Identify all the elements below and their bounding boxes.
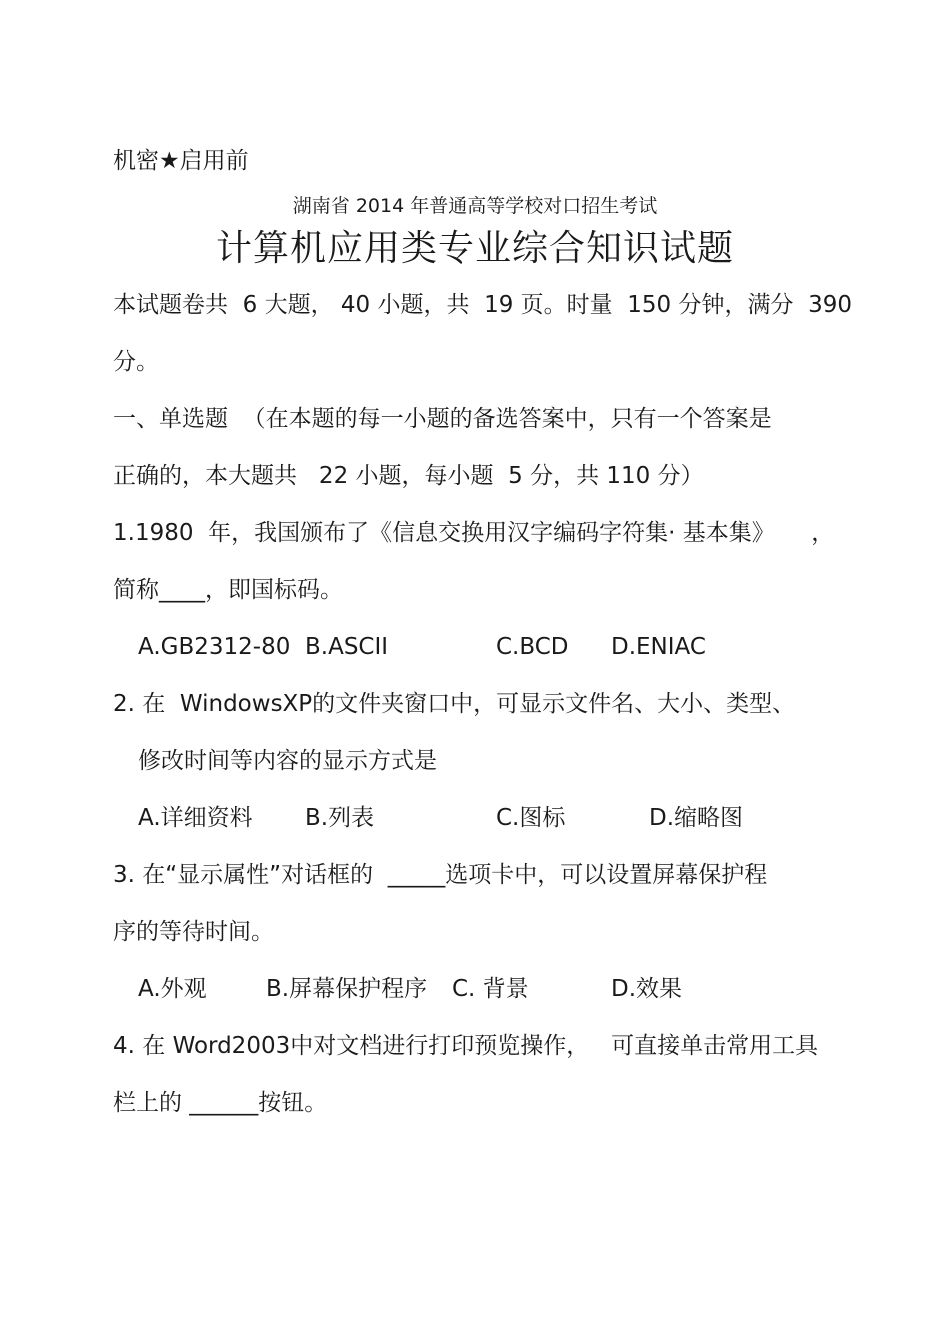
question-1-line-1: 1.1980 年，我国颁布了《信息交换用汉字编码字符集· 基本集》 ，: [113, 520, 835, 546]
question-3-option-c: C. 背景: [452, 976, 529, 1002]
question-3-option-a: A.外观: [138, 976, 207, 1002]
question-1-option-d: D.ENIAC: [611, 634, 706, 660]
question-2-option-c: C.图标: [496, 805, 566, 831]
question-1-option-c: C.BCD: [496, 634, 569, 660]
question-1-line-2: 简称____，即国标码。: [113, 577, 343, 603]
exam-title: 计算机应用类专业综合知识试题: [215, 228, 734, 269]
section-heading-line-2: 正确的，本大题共 22 小题，每小题 5 分，共 110 分）: [113, 463, 704, 489]
question-2-option-d: D.缩略图: [649, 805, 744, 831]
section-heading-line-1: 一、单选题 （在本题的每一小题的备选答案中，只有一个答案是: [113, 406, 772, 432]
question-4-line-1: 4. 在 Word2003中对文档进行打印预览操作， 可直接单击常用工具: [113, 1033, 819, 1059]
question-2-option-b: B.列表: [305, 805, 375, 831]
question-3-option-b: B.屏幕保护程序: [266, 976, 428, 1002]
question-4-line-2: 栏上的 ______按钮。: [113, 1090, 328, 1116]
question-2-line-1: 2. 在 WindowsXP的文件夹窗口中，可显示文件名、大小、类型、: [113, 691, 796, 717]
question-3-line-2: 序的等待时间。: [113, 919, 274, 945]
question-2-option-a: A.详细资料: [138, 805, 253, 831]
question-1-option-b: B.ASCII: [305, 634, 389, 660]
intro-line-2: 分。: [113, 349, 159, 375]
question-3-option-d: D.效果: [611, 976, 683, 1002]
intro-line-1: 本试题卷共 6 大题， 40 小题，共 19 页。时量 150 分钟，满分 390: [113, 292, 853, 318]
question-2-line-2: 修改时间等内容的显示方式是: [138, 748, 437, 774]
question-3-line-1: 3. 在“显示属性”对话框的 _____选项卡中，可以设置屏幕保护程: [113, 862, 768, 888]
question-1-option-a: A.GB2312-80: [138, 634, 291, 660]
confidential-mark: 机密★启用前: [113, 148, 249, 174]
exam-subtitle: 湖南省 2014 年普通高等学校对口招生考试: [292, 195, 658, 217]
